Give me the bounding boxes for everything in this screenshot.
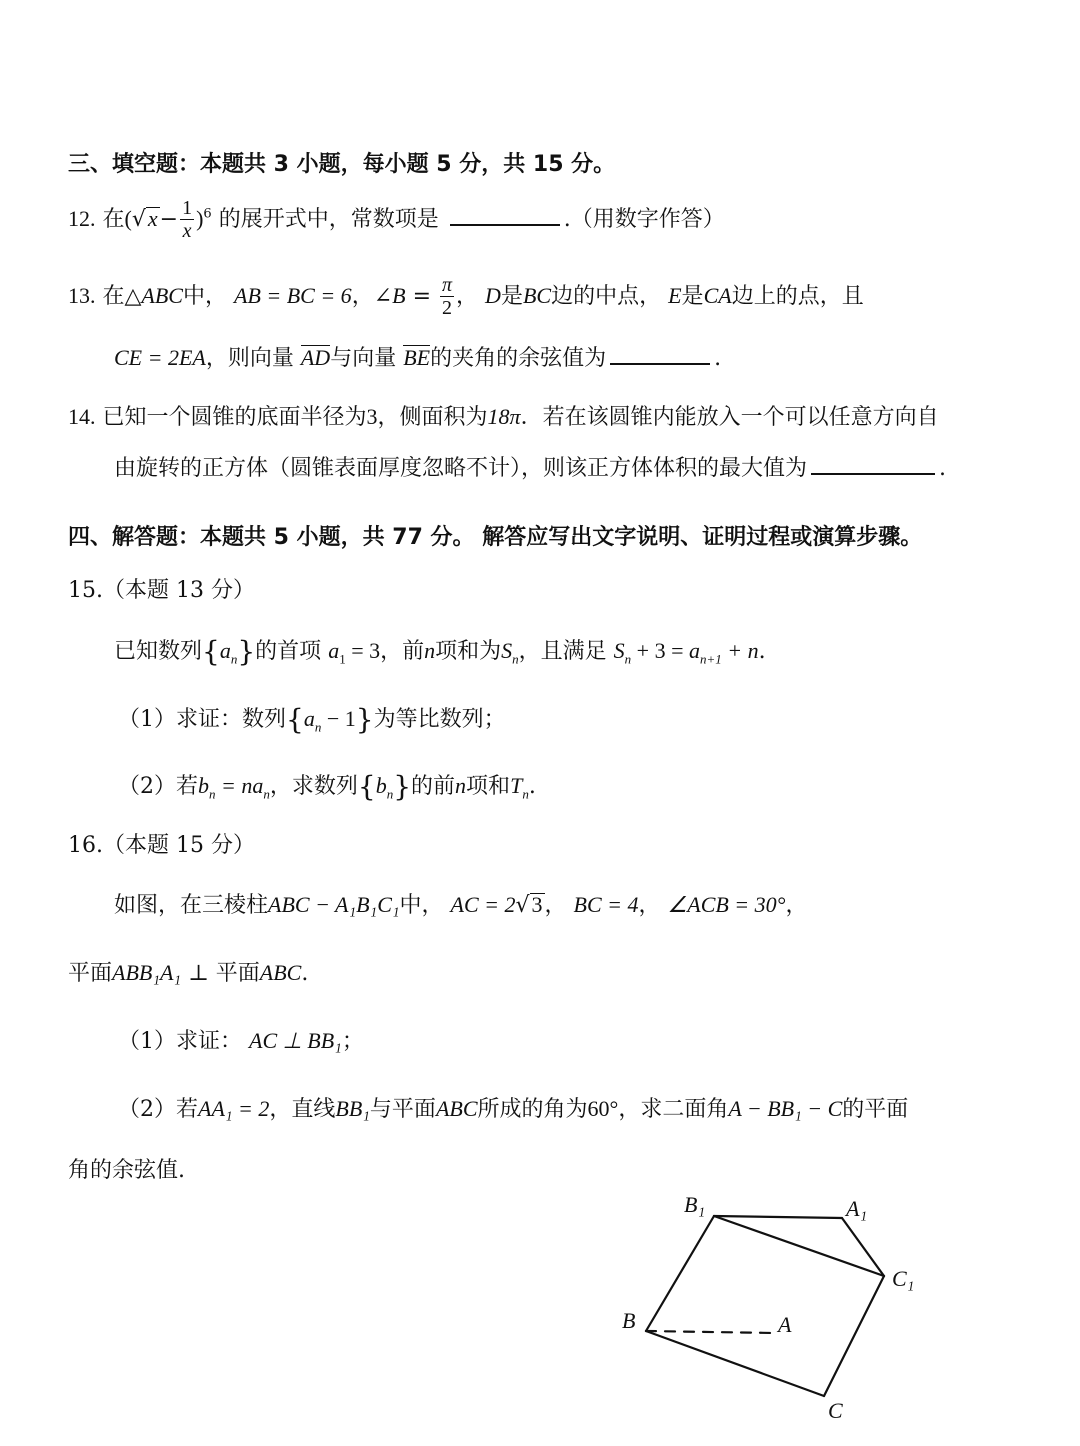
q15-p2-t-sub: n	[522, 786, 529, 802]
label-a: A	[778, 1312, 792, 1337]
q16-part2	[118, 1098, 908, 1121]
q16-p1-end: ；	[341, 1029, 364, 1054]
q13-vector-be: BE	[403, 345, 431, 370]
q15-statement: 已知数列$\{a_n\}$的首项 $a_1 = 3$，前n项和为$S_n$，且满足 $S_n + 3 = a_{n+1} + n$.	[114, 635, 766, 668]
q15-p2-b-sub: n	[209, 786, 216, 802]
q15-text-d: 项和为	[435, 639, 502, 664]
q15-p2-b: b	[198, 773, 209, 798]
q15-text-b: 的首项	[255, 639, 322, 664]
q13-fraction	[440, 275, 454, 319]
q14-text-a: 已知一个圆锥的底面半径为	[102, 405, 367, 430]
q15-p2-t: T	[510, 773, 523, 798]
q12-answer-blank	[450, 222, 560, 226]
q15-text-e: ，且满足	[518, 639, 607, 664]
q16-plane2: ABC	[259, 960, 302, 985]
q12-end: .（用数字作答）	[563, 207, 725, 232]
q15-sn-sub: n	[512, 651, 519, 667]
q16-plane1: ABB₁A₁	[112, 960, 182, 985]
q12-sqrt-x: x	[147, 206, 158, 231]
q16-p2-text-d: 所成的角为	[477, 1097, 588, 1122]
q13-text-g: ，则向量	[205, 346, 294, 371]
q13-eq1: AB = BC = 6	[234, 283, 352, 308]
q15-p1-sub: n	[314, 719, 322, 735]
q15-an-sub: n	[230, 651, 238, 667]
q12-power: 6	[203, 206, 212, 222]
q16-text-d: ，	[638, 893, 661, 918]
q13-text-h: 与向量	[330, 346, 397, 371]
q15-p2-text-e: 项和	[466, 774, 511, 799]
q12-fraction	[180, 198, 194, 242]
q16-p2-text-e: ，求二面角	[618, 1097, 729, 1122]
q13-frac-two: 2	[442, 297, 453, 319]
q13-text-d: 边的中点，	[551, 284, 662, 309]
q15-p1-minus: − 1	[321, 706, 356, 731]
q15-p2-text-d: 的前	[411, 774, 456, 799]
question-13-line2	[114, 345, 721, 370]
q15-header: 15.（本题 13 分）	[68, 578, 255, 603]
q16-prism: ABC − A₁B₁C₁	[268, 892, 400, 917]
q15-an: a	[219, 638, 231, 663]
q15-part2: （2）若$b_n = na_n$，求数列$\{b_n\}$的前n项和$T_n$.	[118, 770, 536, 803]
q15-sn: S	[501, 638, 513, 663]
edge-b1-c1	[714, 1216, 884, 1276]
edge-b1-a1	[714, 1216, 842, 1218]
question-12: 12. 在(√x− $\frac{1}{x}$ )$^6$ 的展开式中，常数项是 .（用数字作答）	[68, 197, 725, 242]
q15-end: .	[758, 639, 766, 664]
q12-pre: 在	[102, 207, 125, 232]
q15-p1-text-a: （1）求证：数列	[118, 707, 286, 732]
q16-p2-bb1: BB₁	[335, 1096, 370, 1121]
label-c1: C₁	[892, 1266, 915, 1291]
q16-header: 16.（本题 15 分）	[68, 833, 255, 858]
q16-p2-deg: 60°	[587, 1096, 619, 1121]
q15-part1: （1）求证：数列$\{a_n - 1\}$为等比数列；	[118, 703, 506, 736]
q15-cond-mid: + 3 =	[631, 638, 689, 663]
q13-point-d: D	[485, 283, 501, 308]
q16-text-a: 如图，在三棱柱	[114, 893, 269, 918]
q15-a1-value: = 3	[345, 638, 381, 663]
q14-radius: 3	[366, 404, 378, 429]
question-14-line2	[114, 458, 946, 480]
section3-heading: 三、填空题：本题共 3 小题，每小题 5 分，共 15 分。	[68, 152, 616, 177]
prism-figure	[610, 1186, 930, 1436]
q13-bc: BC	[522, 283, 552, 308]
q15-p2-b2-sub: n	[386, 786, 394, 802]
q16-p2-text-c: 与平面	[369, 1097, 436, 1122]
q16-p1-expr: AC ⊥ BB₁	[249, 1028, 342, 1053]
edge-b-b1	[646, 1216, 714, 1331]
q14-area: 18π	[487, 404, 521, 429]
q15-p1-text-b: 为等比数列；	[373, 707, 506, 732]
q15-p1-a: a	[303, 706, 315, 731]
q14-text-d: 由旋转的正方体（圆锥表面厚度忽略不计），则该正方体体积的最大值为	[114, 456, 808, 481]
q13-comma2: ，	[456, 284, 479, 309]
q15-p2-text-a: （2）若	[118, 774, 198, 799]
q13-vector-ad: AD	[300, 345, 331, 370]
q15-p2-end: .	[528, 774, 536, 799]
q15-cond-s-sub: n	[624, 651, 632, 667]
q15-p2-eq-sub: n	[263, 786, 270, 802]
edge-a1-c1	[842, 1218, 884, 1276]
q13-text-c: 是	[500, 284, 523, 309]
q13-text-f: 边上的点，且	[731, 284, 864, 309]
q16-end: .	[301, 961, 309, 986]
section4-heading: 四、解答题：本题共 5 小题，共 77 分。 解答应写出文字说明、证明过程或演算步骤。	[68, 525, 923, 550]
q15-a1: a	[328, 638, 340, 663]
q16-p1-text-a: （1）求证：	[118, 1029, 242, 1054]
q13-text-b: 中，	[182, 284, 227, 309]
q16-ac: AC = 2	[450, 892, 516, 917]
q15-a1-sub: 1	[339, 651, 346, 667]
label-b1: B₁	[684, 1192, 706, 1217]
q16-perp: ⊥	[181, 961, 216, 986]
q15-text-c: ，前	[380, 639, 425, 664]
q15-p2-n: n	[455, 773, 467, 798]
q13-eq2: CE = 2EA	[114, 345, 206, 370]
q12-minus: −	[159, 207, 179, 232]
q15-cond-end: + n	[721, 638, 759, 663]
q15-n: n	[424, 638, 436, 663]
q16-p2-dihedral: A − BB₁ − C	[728, 1096, 843, 1121]
q12-paren-open: (	[124, 206, 132, 231]
q16-p2-aa1: AA₁ = 2	[198, 1096, 270, 1121]
q16-sqrt3: 3	[531, 892, 543, 917]
q12-paren-close: )	[196, 206, 204, 231]
q16-statement-line1: 如图，在三棱柱ABC − A₁B₁C₁中， AC = 2√3， BC = 4， ∠ACB = 30°，	[114, 892, 808, 918]
q13-text-e: 是	[681, 284, 704, 309]
q13-eq-sign: =	[405, 284, 438, 309]
edge-b-a-dashed	[646, 1331, 775, 1333]
label-b: B	[622, 1308, 636, 1333]
q14-text-b: ，侧面积为	[377, 405, 488, 430]
q13-point-e: E	[668, 283, 682, 308]
q15-p2-text-c: ，求数列	[269, 774, 358, 799]
q15-text-a: 已知数列	[114, 639, 203, 664]
question-14-line1	[68, 406, 939, 429]
q15-cond-s: S	[613, 638, 625, 663]
q16-bc: BC = 4	[573, 892, 639, 917]
q16-part1	[118, 1030, 364, 1053]
q15-p2-eq: = na	[215, 773, 264, 798]
q12-frac-top: 1	[182, 197, 193, 219]
q13-text-i: 的夹角的余弦值为	[430, 346, 607, 371]
q13-answer-blank	[610, 361, 710, 365]
q13-triangle: ABC	[141, 283, 183, 308]
q16-text-b: 中，	[399, 893, 444, 918]
q13-comma1: ，∠	[351, 284, 393, 309]
q13-end: .	[714, 346, 722, 371]
q15-cond-a: a	[688, 638, 700, 663]
q12-mid: 的展开式中，常数项是	[218, 207, 439, 232]
q16-p2-text-f: 的平面	[842, 1097, 909, 1122]
q16-text-e: ，	[785, 893, 808, 918]
q16-text-g: 平面	[215, 961, 260, 986]
q14-end: .	[939, 456, 947, 481]
q13-frac-pi: π	[442, 274, 453, 296]
q12-frac-bot: x	[182, 220, 192, 242]
q13-ca: CA	[703, 283, 732, 308]
q13-text-a: 在△	[102, 284, 142, 309]
q16-statement-line2	[68, 962, 308, 985]
label-c: C	[828, 1398, 843, 1423]
q13-number: 13.	[68, 283, 96, 308]
edge-b-c	[646, 1331, 824, 1396]
q16-part2-line2: 角的余弦值.	[68, 1158, 185, 1183]
q12-number: 12.	[68, 206, 96, 231]
q15-cond-a-sub: n+1	[699, 651, 722, 667]
question-13-line1	[68, 275, 864, 319]
q16-p2-text-a: （2）若	[118, 1097, 198, 1122]
label-a1: A₁	[846, 1196, 868, 1221]
q16-angle: ∠ACB = 30°	[667, 892, 786, 917]
q14-number: 14.	[68, 404, 96, 429]
q16-text-f: 平面	[68, 961, 113, 986]
q14-answer-blank	[811, 471, 935, 475]
q16-text-c: ，	[544, 893, 567, 918]
edge-c-c1	[824, 1276, 884, 1396]
q16-p2-abc: ABC	[435, 1096, 478, 1121]
q14-text-c: ．若在该圆锥内能放入一个可以任意方向自	[520, 405, 939, 430]
q15-p2-b2: b	[375, 773, 387, 798]
q13-angle-b: B	[392, 283, 406, 308]
q16-p2-text-b: ，直线	[269, 1097, 336, 1122]
